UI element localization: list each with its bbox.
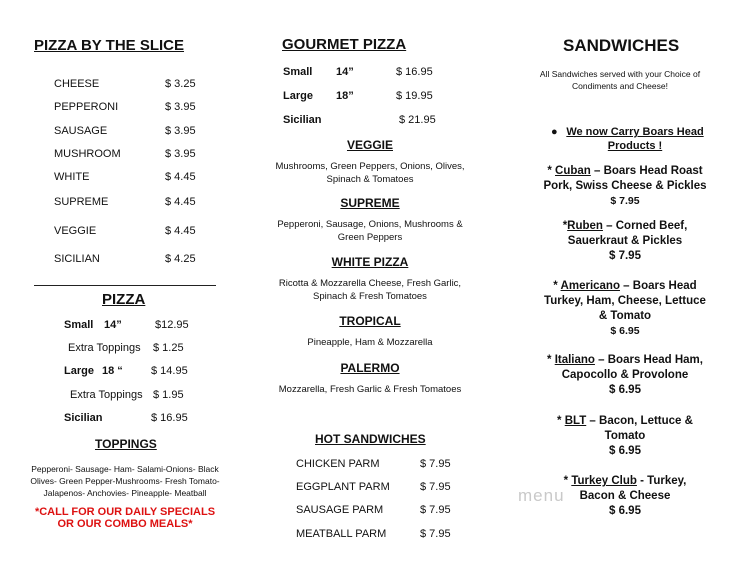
gourmet-supreme-title: SUPREME bbox=[340, 196, 400, 210]
gourmet-sicilian-label: Sicilian bbox=[283, 114, 322, 126]
left-divider bbox=[34, 285, 216, 286]
slice-item-supreme: SUPREME bbox=[54, 196, 109, 208]
gourmet-white-desc: Ricotta & Mozzarella Cheese, Fresh Garlic, bbox=[278, 278, 462, 289]
sandwich-italiano: * Italiano – Boars Head Ham, Capocollo & Provolone $ 6.95 bbox=[530, 353, 720, 398]
bullet-icon: ● bbox=[551, 126, 558, 138]
hot-price-chicken: $ 7.95 bbox=[420, 458, 451, 470]
hot-item-meatball: MEATBALL PARM bbox=[296, 528, 387, 540]
americano-price: $ 6.95 bbox=[610, 325, 640, 337]
cuban-desc-2: Pork, Swiss Cheese & Pickles bbox=[543, 180, 707, 192]
turkey-desc: - Turkey, bbox=[636, 475, 687, 487]
slice-price-sicilian: $ 4.25 bbox=[165, 253, 196, 265]
turkey-price: $ 6.95 bbox=[609, 505, 641, 517]
gourmet-palermo bbox=[270, 361, 470, 397]
gourmet-palermo-desc: Mozzarella, Fresh Garlic & Fresh Tomatoes bbox=[278, 384, 462, 395]
blt-desc-2: Tomato bbox=[604, 430, 646, 442]
sandwiches-title: SANDWICHES bbox=[563, 36, 680, 55]
toppings-line: Olives- Green Pepper-Mushrooms- Fresh Tomato- bbox=[30, 476, 220, 486]
pizza-small-price: $12.95 bbox=[155, 319, 189, 331]
slice-title: PIZZA BY THE SLICE bbox=[34, 37, 185, 54]
slice-price-mushroom: $ 3.95 bbox=[165, 148, 196, 160]
slice-item-cheese: CHEESE bbox=[54, 78, 100, 90]
gourmet-veggie-desc: Mushrooms, Green Peppers, Onions, Olives, bbox=[275, 161, 465, 172]
slice-item-sausage: SAUSAGE bbox=[54, 125, 108, 137]
italiano-desc: – Boars Head Ham, bbox=[594, 354, 703, 366]
ruben-desc-2: Sauerkraut & Pickles bbox=[567, 235, 683, 247]
pizza-extra2-label: Extra Toppings bbox=[70, 389, 143, 401]
slice-price-sausage: $ 3.95 bbox=[165, 125, 196, 137]
pizza-sicilian-price: $ 16.95 bbox=[151, 412, 188, 424]
ruben-desc: – Corned Beef, bbox=[602, 220, 688, 232]
hot-item-sausage: SAUSAGE PARM bbox=[296, 504, 384, 516]
gourmet-tropical-title: TROPICAL bbox=[339, 314, 401, 328]
gourmet-large-price: $ 19.95 bbox=[396, 90, 433, 102]
toppings-title: TOPPINGS bbox=[95, 437, 157, 451]
cuban-desc: – Boars Head Roast bbox=[590, 165, 703, 177]
sandwich-blt: * BLT – Bacon, Lettuce & Tomato $ 6.95 bbox=[530, 414, 720, 459]
gourmet-veggie-desc: Spinach & Tomatoes bbox=[326, 173, 414, 185]
slice-price-white: $ 4.45 bbox=[165, 171, 196, 183]
americano-desc: – Boars Head bbox=[619, 280, 697, 292]
pizza-extra1-label: Extra Toppings bbox=[68, 342, 141, 354]
italiano-price: $ 6.95 bbox=[609, 384, 641, 396]
gourmet-tropical bbox=[270, 314, 470, 350]
pizza-small-size: 14” bbox=[104, 319, 122, 331]
hot-item-eggplant: EGGPLANT PARM bbox=[296, 481, 390, 493]
blt-name: BLT bbox=[564, 415, 587, 427]
slice-item-pepperoni: PEPPERONI bbox=[54, 101, 119, 113]
hot-price-eggplant: $ 7.95 bbox=[420, 481, 451, 493]
pizza-large-price: $ 14.95 bbox=[151, 365, 188, 377]
gourmet-veggie-title: VEGGIE bbox=[346, 138, 393, 152]
boars-line: Products ! bbox=[607, 140, 663, 152]
sandwich-cuban: * Cuban – Boars Head Roast Pork, Swiss Cheese & Pickles $ 7.95 bbox=[530, 164, 720, 209]
pizza-large-size: 18 “ bbox=[102, 365, 123, 377]
cuban-price: $ 7.95 bbox=[610, 195, 640, 207]
boars-line: We now Carry Boars Head bbox=[566, 126, 704, 138]
toppings-list bbox=[20, 463, 230, 499]
italiano-desc-2: Capocollo & Provolone bbox=[561, 369, 689, 381]
slice-item-veggie: VEGGIE bbox=[54, 225, 97, 237]
gourmet-large-size: 18” bbox=[336, 90, 354, 102]
sandwiches-note-line: Condiments and Cheese! bbox=[572, 81, 668, 91]
pizza-extra1-price: $ 1.25 bbox=[153, 342, 184, 354]
gourmet-supreme-desc: Pepperoni, Sausage, Onions, Mushrooms & bbox=[277, 219, 463, 230]
gourmet-small-label: Small bbox=[283, 66, 313, 78]
specials-line: *CALL FOR OUR DAILY SPECIALS bbox=[34, 506, 216, 518]
gourmet-veggie bbox=[270, 138, 470, 186]
americano-desc-2: Turkey, Ham, Cheese, Lettuce bbox=[544, 295, 706, 307]
hot-item-chicken: CHICKEN PARM bbox=[296, 458, 380, 470]
slice-item-mushroom: MUSHROOM bbox=[54, 148, 121, 160]
sandwich-turkey-club: * Turkey Club - Turkey, Bacon & Cheese $ 6.95 bbox=[530, 474, 720, 519]
boars-head-note bbox=[560, 125, 710, 153]
hot-title: HOT SANDWICHES bbox=[315, 432, 426, 446]
sandwich-ruben: *Ruben – Corned Beef, Sauerkraut & Pickles $ 7.95 bbox=[530, 219, 720, 264]
sandwiches-note bbox=[530, 68, 710, 92]
americano-name: Americano bbox=[560, 280, 620, 292]
specials-note bbox=[20, 506, 230, 530]
gourmet-palermo-title: PALERMO bbox=[340, 361, 400, 375]
slice-price-pepperoni: $ 3.95 bbox=[165, 101, 196, 113]
blt-price: $ 6.95 bbox=[609, 445, 641, 457]
hot-price-sausage: $ 7.95 bbox=[420, 504, 451, 516]
watermark-logo: menu bbox=[518, 486, 565, 505]
hot-price-meatball: $ 7.95 bbox=[420, 528, 451, 540]
slice-price-cheese: $ 3.25 bbox=[165, 78, 196, 90]
pizza-extra2-price: $ 1.95 bbox=[153, 389, 184, 401]
pizza-large-label: Large bbox=[64, 365, 94, 377]
gourmet-supreme-desc: Green Peppers bbox=[337, 231, 403, 243]
italiano-name: Italiano bbox=[554, 354, 595, 366]
pizza-small-label: Small bbox=[64, 319, 94, 331]
slice-price-veggie: $ 4.45 bbox=[165, 225, 196, 237]
slice-price-supreme: $ 4.45 bbox=[165, 196, 196, 208]
gourmet-supreme bbox=[270, 196, 470, 244]
gourmet-large-label: Large bbox=[283, 90, 313, 102]
ruben-price: $ 7.95 bbox=[609, 250, 641, 262]
gourmet-white-title: WHITE PIZZA bbox=[331, 255, 409, 269]
slice-item-white: WHITE bbox=[54, 171, 90, 183]
sandwiches-note-line: All Sandwiches served with your Choice of bbox=[539, 69, 701, 79]
pizza-sicilian-label: Sicilian bbox=[64, 412, 103, 424]
gourmet-white-desc: Spinach & Fresh Tomatoes bbox=[313, 290, 427, 302]
toppings-line: Jalapenos- Anchovies- Pineapple- Meatball bbox=[43, 488, 207, 498]
americano-desc-3: & Tomato bbox=[598, 310, 652, 322]
turkey-name: Turkey Club bbox=[571, 475, 637, 487]
sandwich-americano: * Americano – Boars Head Turkey, Ham, Cheese, Lettuce & Tomato $ 6.95 bbox=[530, 279, 720, 339]
gourmet-small-size: 14” bbox=[336, 66, 354, 78]
turkey-desc-2: Bacon & Cheese bbox=[579, 490, 671, 502]
ruben-name: Ruben bbox=[567, 220, 603, 232]
gourmet-title: GOURMET PIZZA bbox=[282, 36, 407, 53]
cuban-name: Cuban bbox=[555, 165, 591, 177]
gourmet-small-price: $ 16.95 bbox=[396, 66, 433, 78]
blt-desc: – Bacon, Lettuce & bbox=[586, 415, 693, 427]
slice-item-sicilian: SICILIAN bbox=[54, 253, 100, 265]
specials-line: OR OUR COMBO MEALS* bbox=[57, 518, 193, 530]
toppings-line: Pepperoni- Sausage- Ham- Salami-Onions- Black bbox=[31, 464, 219, 474]
pizza-title: PIZZA bbox=[102, 291, 146, 308]
gourmet-white bbox=[270, 255, 470, 303]
gourmet-tropical-desc: Pineapple, Ham & Mozzarella bbox=[307, 337, 433, 348]
gourmet-sicilian-price: $ 21.95 bbox=[399, 114, 436, 126]
